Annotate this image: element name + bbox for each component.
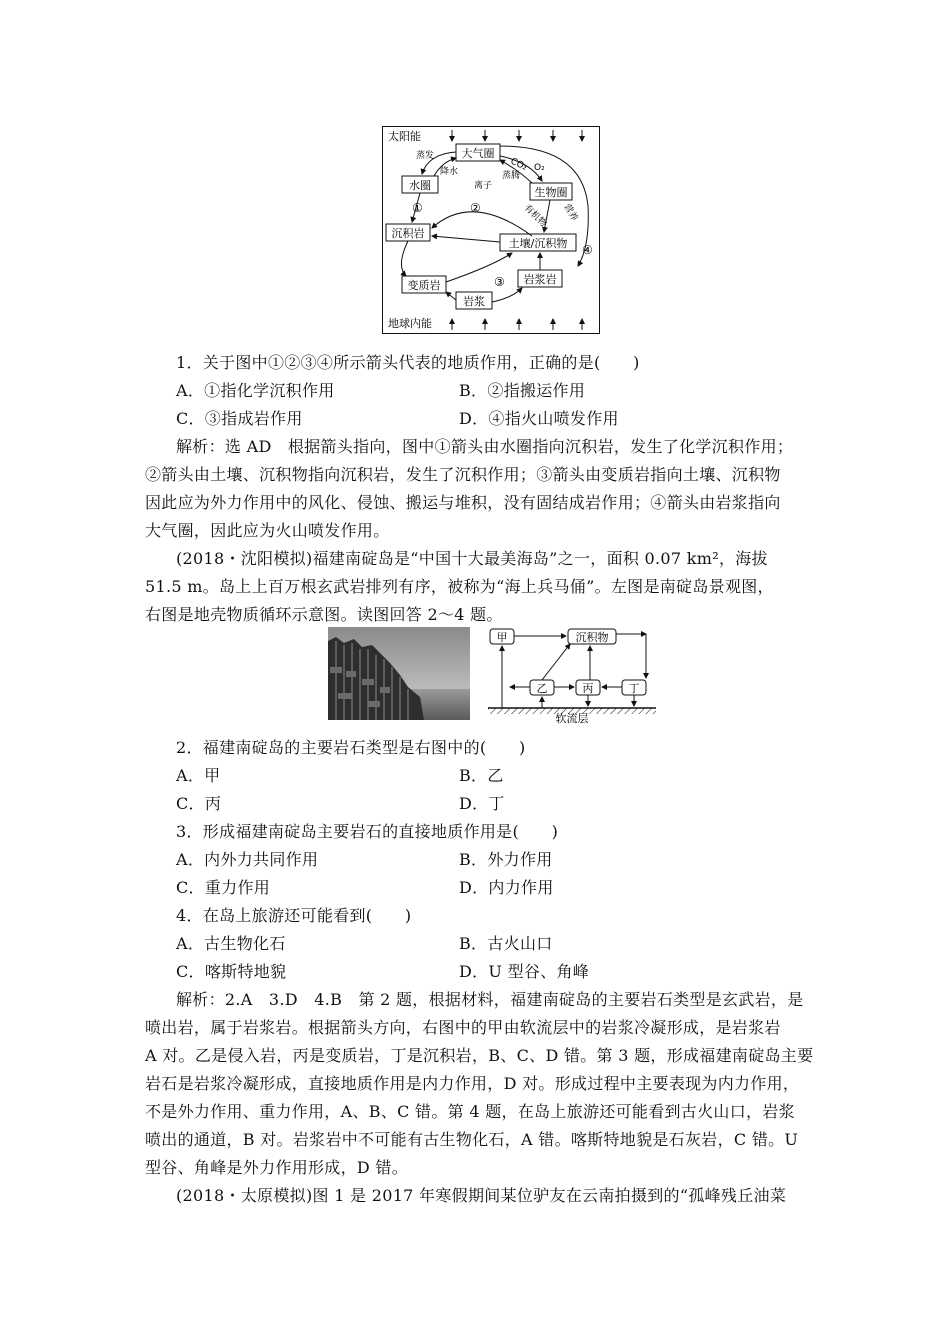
q4-option-c: C．喀斯特地貌	[176, 962, 287, 981]
box-soil-sediment	[500, 234, 576, 251]
q3-option-d: D．内力作用	[459, 878, 554, 897]
svg-text:甲: 甲	[496, 631, 508, 644]
q4-option-d: D．U 型谷、角峰	[459, 962, 590, 981]
q1-option-d: D．④指火山喷发作用	[459, 409, 619, 428]
q1-option-a: A．①指化学沉积作用	[176, 381, 335, 400]
rock-cycle-diagram	[382, 126, 600, 334]
label-o2: O₂	[534, 163, 545, 173]
svg-text:土壤/沉积物: 土壤/沉积物	[508, 237, 568, 250]
intro2-line2: 51.5 m。岛上上百万根玄武岩排列有序，被称为“海上兵马俑”。左图是南碇岛景观图，	[145, 577, 774, 596]
intro2-line3: 右图是地壳物质循环示意图。读图回答 2～4 题。	[145, 605, 503, 624]
svg-text:大气圈: 大气圈	[461, 147, 495, 160]
q1-stem: 1．关于图中①②③④所示箭头代表的地质作用，正确的是( )	[176, 353, 640, 372]
q3-option-b: B．外力作用	[459, 850, 553, 869]
analysis1-line4: 大气圈，因此应为火山喷发作用。	[145, 521, 390, 540]
box-yi	[530, 680, 554, 695]
q4-option-b: B．古火山口	[459, 934, 553, 953]
box-hydrosphere	[402, 176, 438, 193]
box-magma	[456, 292, 492, 309]
label-ions: 离子	[474, 181, 493, 191]
q2-option-d: D．丁	[459, 794, 505, 813]
analysis1-line2: ②箭头由土壤、沉积物指向沉积岩，发生了沉积作用；③箭头由变质岩指向土壤、沉积物	[145, 465, 781, 484]
svg-text:岩浆岩: 岩浆岩	[523, 273, 557, 286]
q2-stem: 2．福建南碇岛的主要岩石类型是右图中的( )	[176, 738, 526, 757]
q1-option-c: C．③指成岩作用	[176, 409, 303, 428]
analysis2-line3: A 对。乙是侵入岩，丙是变质岩，丁是沉积岩，B、C、D 错。第 3 题，形成福建南碇岛主要	[145, 1046, 814, 1065]
analysis2-line4: 岩石是岩浆冷凝形成，直接地质作用是内力作用，D 对。形成过程中主要表现为内力作用，	[145, 1074, 800, 1093]
q3-stem: 3．形成福建南碇岛主要岩石的直接地质作用是( )	[176, 822, 559, 841]
q4-option-a: A．古生物化石	[176, 934, 286, 953]
label-nutrients: 营养	[561, 202, 580, 224]
svg-text:生物圈: 生物圈	[534, 186, 568, 199]
box-ding	[622, 680, 646, 695]
box-bing	[576, 680, 600, 695]
crust-cycle-diagram	[486, 626, 658, 724]
q2-option-c: C．丙	[176, 794, 222, 813]
earth-internal-energy-label: 地球内能	[388, 317, 432, 330]
box-biosphere	[530, 183, 572, 200]
box-sediment	[568, 629, 616, 644]
marker-3: ③	[494, 275, 505, 289]
marker-4: ④	[582, 243, 593, 257]
label-co2: CO₂	[508, 156, 529, 173]
solar-energy-label: 太阳能	[388, 130, 421, 143]
analysis1-line3: 因此应为外力作用中的风化、侵蚀、搬运与堆积，没有固结成岩作用；④箭头由岩浆指向	[145, 493, 781, 512]
analysis2-line6: 喷出的通道，B 对。岩浆岩中不可能有古生物化石，A 错。喀斯特地貌是石灰岩，C 错。U	[145, 1130, 799, 1149]
label-precipitation: 降水	[440, 167, 459, 177]
box-metamorphic-rock	[402, 276, 446, 293]
analysis2-line1: 解析：2.A 3.D 4.B 第 2 题，根据材料，福建南碇岛的主要岩石类型是玄武岩，是	[176, 990, 804, 1009]
svg-text:水圈: 水圈	[409, 179, 431, 192]
svg-text:丙: 丙	[582, 682, 594, 695]
intro2-line1: (2018・沈阳模拟)福建南碇岛是“中国十大最美海岛”之一，面积 0.07 km²，海拔	[176, 549, 768, 568]
asthenosphere-label: 软流层	[555, 712, 589, 724]
analysis2-line2: 喷出岩，属于岩浆岩。根据箭头方向，右图中的甲由软流层中的岩浆冷凝形成，是岩浆岩	[145, 1018, 781, 1037]
q2-option-b: B．乙	[459, 766, 504, 785]
box-igneous-rock	[518, 270, 562, 287]
box-jia	[490, 629, 514, 644]
label-organic-matter: 有机物	[521, 203, 549, 230]
q2-option-a: A．甲	[176, 766, 221, 785]
marker-1: ①	[412, 201, 423, 215]
analysis2-line7: 型谷、角峰是外力作用形成，D 错。	[145, 1158, 409, 1177]
q3-option-c: C．重力作用	[176, 878, 271, 897]
svg-text:变质岩: 变质岩	[407, 279, 441, 292]
marker-2: ②	[470, 201, 481, 215]
analysis1-line1: 解析：选 AD 根据箭头指向，图中①箭头由水圈指向沉积岩，发生了化学沉积作用；	[176, 437, 794, 456]
svg-text:沉积岩: 沉积岩	[391, 227, 425, 240]
svg-text:丁: 丁	[628, 682, 640, 695]
svg-text:乙: 乙	[536, 682, 548, 695]
intro3-line1: (2018・太原模拟)图 1 是 2017 年寒假期间某位驴友在云南拍摄到的“孤峰残丘油菜	[176, 1186, 787, 1205]
q1-option-b: B．②指搬运作用	[459, 381, 586, 400]
svg-text:岩浆: 岩浆	[463, 295, 485, 308]
box-sedimentary-rock	[386, 224, 430, 241]
analysis2-line5: 不是外力作用、重力作用，A、B、C 错。第 4 题，在岛上旅游还可能看到古火山口，岩浆	[145, 1102, 795, 1121]
q4-stem: 4．在岛上旅游还可能看到( )	[176, 906, 412, 925]
svg-text:沉积物: 沉积物	[575, 631, 609, 644]
box-atmosphere	[456, 144, 500, 161]
label-transpiration: 蒸腾	[502, 171, 521, 181]
q3-option-a: A．内外力共同作用	[176, 850, 319, 869]
label-evaporation: 蒸发	[416, 151, 435, 161]
island-photo	[328, 627, 470, 720]
